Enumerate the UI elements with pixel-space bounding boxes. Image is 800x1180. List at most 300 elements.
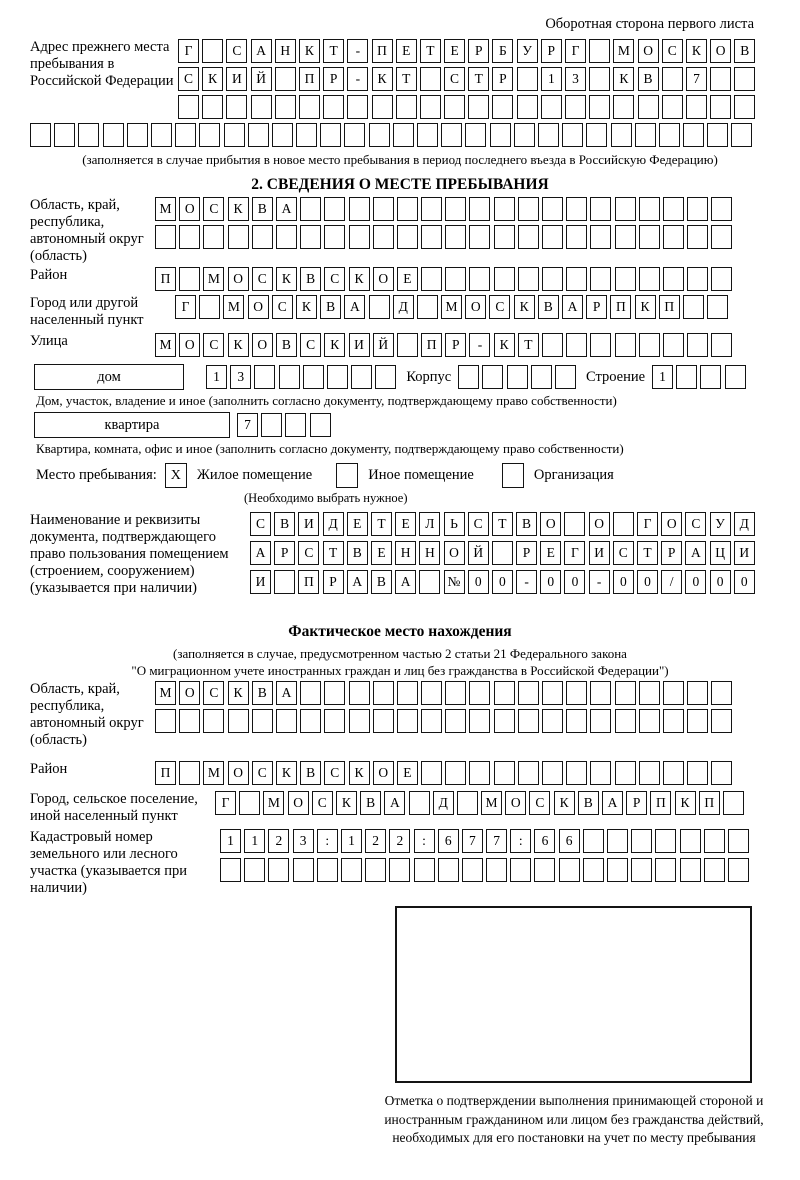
char-cell[interactable]: 0 [613,570,634,594]
char-cell[interactable] [303,365,324,389]
char-cell[interactable]: С [252,761,273,785]
char-cell[interactable] [590,709,611,733]
char-cell[interactable] [711,333,732,357]
char-cell[interactable] [468,95,489,119]
char-cell[interactable] [542,761,563,785]
char-cell[interactable] [723,791,744,815]
char-cell[interactable] [734,95,755,119]
char-cell[interactable] [228,225,249,249]
char-cell[interactable]: А [562,295,583,319]
char-cell[interactable]: 1 [244,829,265,853]
char-cell[interactable] [228,709,249,733]
char-cell[interactable]: 7 [486,829,507,853]
char-cell[interactable] [707,123,728,147]
char-cell[interactable]: К [514,295,535,319]
char-cell[interactable] [373,225,394,249]
char-cell[interactable] [662,95,683,119]
char-cell[interactable]: 7 [237,413,258,437]
char-cell[interactable]: Д [734,512,755,536]
char-cell[interactable] [710,95,731,119]
char-cell[interactable] [542,225,563,249]
char-cell[interactable]: С [468,512,489,536]
char-cell[interactable] [517,95,538,119]
char-cell[interactable]: О [179,681,200,705]
char-cell[interactable]: О [661,512,682,536]
char-cell[interactable] [324,681,345,705]
char-cell[interactable]: - [589,570,610,594]
char-cell[interactable]: А [685,541,706,565]
char-cell[interactable] [397,333,418,357]
char-cell[interactable]: К [276,761,297,785]
char-cell[interactable]: Р [323,570,344,594]
char-cell[interactable] [469,225,490,249]
char-cell[interactable] [639,681,660,705]
char-cell[interactable] [226,95,247,119]
char-cell[interactable]: У [710,512,731,536]
char-cell[interactable] [155,709,176,733]
char-cell[interactable]: 0 [710,570,731,594]
char-cell[interactable]: К [299,39,320,63]
char-cell[interactable] [611,123,632,147]
char-cell[interactable] [419,570,440,594]
char-cell[interactable]: С [252,267,273,291]
char-cell[interactable]: О [589,512,610,536]
char-cell[interactable]: 0 [734,570,755,594]
char-cell[interactable] [30,123,51,147]
char-cell[interactable] [324,197,345,221]
char-cell[interactable]: П [155,267,176,291]
char-cell[interactable]: К [336,791,357,815]
char-cell[interactable] [542,267,563,291]
char-cell[interactable]: О [228,761,249,785]
char-cell[interactable] [562,123,583,147]
char-cell[interactable]: Р [541,39,562,63]
char-cell[interactable] [589,95,610,119]
char-cell[interactable] [542,709,563,733]
char-cell[interactable]: О [373,761,394,785]
char-cell[interactable]: А [347,570,368,594]
checkbox-residential[interactable]: X [165,463,187,488]
char-cell[interactable]: В [276,333,297,357]
char-cell[interactable] [615,681,636,705]
char-cell[interactable]: 6 [559,829,580,853]
char-cell[interactable]: Т [518,333,539,357]
char-cell[interactable] [704,858,725,882]
char-cell[interactable] [631,829,652,853]
char-cell[interactable]: Г [637,512,658,536]
char-cell[interactable]: В [538,295,559,319]
char-cell[interactable]: К [349,761,370,785]
char-cell[interactable] [445,267,466,291]
char-cell[interactable] [445,197,466,221]
char-cell[interactable]: И [298,512,319,536]
char-cell[interactable] [613,512,634,536]
char-cell[interactable]: Й [251,67,272,91]
char-cell[interactable] [559,858,580,882]
char-cell[interactable] [179,267,200,291]
char-cell[interactable] [615,333,636,357]
char-cell[interactable] [542,333,563,357]
char-cell[interactable]: Й [373,333,394,357]
char-cell[interactable]: № [444,570,465,594]
char-cell[interactable] [444,95,465,119]
char-cell[interactable]: С [298,541,319,565]
char-cell[interactable]: С [178,67,199,91]
char-cell[interactable] [369,123,390,147]
char-cell[interactable] [349,709,370,733]
char-cell[interactable] [457,791,478,815]
char-cell[interactable] [375,365,396,389]
char-cell[interactable]: 2 [268,829,289,853]
char-cell[interactable]: С [324,761,345,785]
char-cell[interactable]: 3 [230,365,251,389]
char-cell[interactable] [590,333,611,357]
char-cell[interactable] [663,761,684,785]
char-cell[interactable]: Г [178,39,199,63]
char-cell[interactable] [662,67,683,91]
char-cell[interactable] [566,681,587,705]
char-cell[interactable] [445,761,466,785]
char-cell[interactable]: - [469,333,490,357]
char-cell[interactable]: С [324,267,345,291]
char-cell[interactable] [224,123,245,147]
char-cell[interactable]: Т [492,512,513,536]
char-cell[interactable]: М [203,761,224,785]
char-cell[interactable] [155,225,176,249]
char-cell[interactable] [486,858,507,882]
char-cell[interactable]: Р [661,541,682,565]
char-cell[interactable] [731,123,752,147]
char-cell[interactable]: 3 [565,67,586,91]
char-cell[interactable]: П [650,791,671,815]
char-cell[interactable] [518,761,539,785]
checkbox-organization[interactable] [502,463,524,488]
char-cell[interactable] [417,295,438,319]
char-cell[interactable] [590,761,611,785]
char-cell[interactable]: 3 [293,829,314,853]
char-cell[interactable] [127,123,148,147]
char-cell[interactable] [542,681,563,705]
char-cell[interactable] [285,413,306,437]
char-cell[interactable]: Т [371,512,392,536]
char-cell[interactable] [202,39,223,63]
char-cell[interactable] [676,365,697,389]
char-cell[interactable]: Л [419,512,440,536]
char-cell[interactable] [420,95,441,119]
char-cell[interactable]: У [517,39,538,63]
char-cell[interactable] [555,365,576,389]
char-cell[interactable]: О [638,39,659,63]
char-cell[interactable] [615,709,636,733]
char-cell[interactable]: - [347,39,368,63]
char-cell[interactable]: Т [396,67,417,91]
char-cell[interactable] [324,709,345,733]
char-cell[interactable]: : [414,829,435,853]
char-cell[interactable]: Е [371,541,392,565]
char-cell[interactable]: А [250,541,271,565]
char-cell[interactable]: 1 [652,365,673,389]
char-cell[interactable] [687,681,708,705]
char-cell[interactable] [494,267,515,291]
char-cell[interactable] [607,829,628,853]
char-cell[interactable] [274,570,295,594]
char-cell[interactable]: О [540,512,561,536]
char-cell[interactable] [711,709,732,733]
char-cell[interactable] [711,225,732,249]
char-cell[interactable]: М [155,197,176,221]
char-cell[interactable] [254,365,275,389]
char-cell[interactable] [725,365,746,389]
char-cell[interactable] [639,197,660,221]
char-cell[interactable] [397,681,418,705]
char-cell[interactable]: П [372,39,393,63]
char-cell[interactable] [583,858,604,882]
char-cell[interactable] [469,681,490,705]
char-cell[interactable]: Е [396,39,417,63]
char-cell[interactable] [589,39,610,63]
char-cell[interactable] [261,413,282,437]
char-cell[interactable] [389,858,410,882]
char-cell[interactable]: С [685,512,706,536]
char-cell[interactable] [344,123,365,147]
char-cell[interactable] [300,709,321,733]
char-cell[interactable]: Д [393,295,414,319]
char-cell[interactable]: Е [444,39,465,63]
char-cell[interactable] [469,197,490,221]
char-cell[interactable] [680,829,701,853]
char-cell[interactable] [248,123,269,147]
char-cell[interactable] [734,67,755,91]
char-cell[interactable]: 7 [462,829,483,853]
char-cell[interactable] [372,95,393,119]
char-cell[interactable] [469,709,490,733]
char-cell[interactable]: А [276,681,297,705]
char-cell[interactable] [441,123,462,147]
char-cell[interactable] [687,709,708,733]
char-cell[interactable] [421,681,442,705]
char-cell[interactable] [275,67,296,91]
char-cell[interactable] [687,333,708,357]
char-cell[interactable]: К [686,39,707,63]
char-cell[interactable] [683,123,704,147]
char-cell[interactable] [607,858,628,882]
char-cell[interactable]: Т [637,541,658,565]
char-cell[interactable] [686,95,707,119]
char-cell[interactable] [615,761,636,785]
char-cell[interactable]: О [373,267,394,291]
char-cell[interactable]: Е [347,512,368,536]
char-cell[interactable] [518,709,539,733]
char-cell[interactable] [438,858,459,882]
char-cell[interactable]: И [589,541,610,565]
char-cell[interactable] [566,197,587,221]
char-cell[interactable]: 0 [540,570,561,594]
char-cell[interactable] [469,267,490,291]
char-cell[interactable] [687,761,708,785]
char-cell[interactable]: И [250,570,271,594]
char-cell[interactable] [655,829,676,853]
char-cell[interactable] [276,225,297,249]
char-cell[interactable]: Р [516,541,537,565]
char-cell[interactable] [542,197,563,221]
char-cell[interactable] [680,858,701,882]
char-cell[interactable] [203,709,224,733]
char-cell[interactable] [534,858,555,882]
char-cell[interactable]: М [441,295,462,319]
char-cell[interactable] [590,225,611,249]
char-cell[interactable]: К [228,197,249,221]
char-cell[interactable]: П [298,570,319,594]
char-cell[interactable]: В [360,791,381,815]
char-cell[interactable] [494,709,515,733]
char-cell[interactable] [494,225,515,249]
char-cell[interactable] [393,123,414,147]
char-cell[interactable] [728,858,749,882]
char-cell[interactable] [518,681,539,705]
char-cell[interactable] [323,95,344,119]
char-cell[interactable]: Т [323,541,344,565]
char-cell[interactable]: 0 [685,570,706,594]
char-cell[interactable]: Г [565,39,586,63]
char-cell[interactable]: Р [323,67,344,91]
char-cell[interactable] [373,681,394,705]
char-cell[interactable] [566,333,587,357]
char-cell[interactable]: Е [397,761,418,785]
char-cell[interactable]: И [734,541,755,565]
char-cell[interactable]: А [384,791,405,815]
char-cell[interactable]: П [299,67,320,91]
char-cell[interactable] [327,365,348,389]
char-cell[interactable] [373,709,394,733]
char-cell[interactable] [175,123,196,147]
char-cell[interactable] [397,709,418,733]
char-cell[interactable] [615,267,636,291]
char-cell[interactable]: В [578,791,599,815]
char-cell[interactable]: А [251,39,272,63]
char-cell[interactable] [276,709,297,733]
char-cell[interactable]: С [300,333,321,357]
char-cell[interactable]: Д [323,512,344,536]
char-cell[interactable]: Р [586,295,607,319]
char-cell[interactable]: В [371,570,392,594]
char-cell[interactable]: П [659,295,680,319]
char-cell[interactable] [583,829,604,853]
char-cell[interactable]: О [444,541,465,565]
char-cell[interactable] [373,197,394,221]
char-cell[interactable] [700,365,721,389]
char-cell[interactable] [663,333,684,357]
char-cell[interactable]: В [252,681,273,705]
char-cell[interactable]: 2 [365,829,386,853]
char-cell[interactable] [349,681,370,705]
char-cell[interactable] [639,267,660,291]
char-cell[interactable]: П [421,333,442,357]
char-cell[interactable]: 6 [438,829,459,853]
char-cell[interactable] [507,365,528,389]
char-cell[interactable]: А [395,570,416,594]
char-cell[interactable]: К [349,267,370,291]
char-cell[interactable] [179,761,200,785]
char-cell[interactable]: : [510,829,531,853]
char-cell[interactable] [199,295,220,319]
char-cell[interactable]: К [675,791,696,815]
char-cell[interactable] [566,225,587,249]
char-cell[interactable] [482,365,503,389]
char-cell[interactable]: М [613,39,634,63]
char-cell[interactable]: К [324,333,345,357]
char-cell[interactable] [341,858,362,882]
char-cell[interactable]: С [203,197,224,221]
char-cell[interactable] [566,267,587,291]
char-cell[interactable] [365,858,386,882]
char-cell[interactable]: В [516,512,537,536]
char-cell[interactable] [421,709,442,733]
char-cell[interactable]: О [228,267,249,291]
char-cell[interactable]: С [662,39,683,63]
char-cell[interactable] [252,709,273,733]
char-cell[interactable]: С [489,295,510,319]
char-cell[interactable]: В [274,512,295,536]
char-cell[interactable]: 7 [686,67,707,91]
char-cell[interactable]: О [505,791,526,815]
char-cell[interactable] [564,512,585,536]
char-cell[interactable] [639,225,660,249]
char-cell[interactable]: О [288,791,309,815]
char-cell[interactable]: Т [323,39,344,63]
char-cell[interactable]: 0 [564,570,585,594]
char-cell[interactable] [103,123,124,147]
char-cell[interactable]: П [610,295,631,319]
char-cell[interactable] [244,858,265,882]
char-cell[interactable] [78,123,99,147]
char-cell[interactable]: К [554,791,575,815]
char-cell[interactable] [494,761,515,785]
char-cell[interactable]: С [613,541,634,565]
char-cell[interactable] [397,225,418,249]
char-cell[interactable] [639,761,660,785]
char-cell[interactable] [566,709,587,733]
char-cell[interactable] [683,295,704,319]
char-cell[interactable] [494,681,515,705]
char-cell[interactable]: П [699,791,720,815]
char-cell[interactable] [663,709,684,733]
char-cell[interactable]: Н [419,541,440,565]
char-cell[interactable] [631,858,652,882]
char-cell[interactable] [369,295,390,319]
char-cell[interactable]: А [344,295,365,319]
char-cell[interactable]: С [203,333,224,357]
char-cell[interactable]: Г [215,791,236,815]
char-cell[interactable]: : [317,829,338,853]
char-cell[interactable] [220,858,241,882]
char-cell[interactable]: Н [275,39,296,63]
char-cell[interactable] [538,123,559,147]
char-cell[interactable]: Е [395,512,416,536]
char-cell[interactable] [421,225,442,249]
char-cell[interactable] [445,681,466,705]
char-cell[interactable]: К [613,67,634,91]
char-cell[interactable]: А [276,197,297,221]
char-cell[interactable] [518,197,539,221]
char-cell[interactable]: Р [445,333,466,357]
char-cell[interactable] [531,365,552,389]
char-cell[interactable]: О [710,39,731,63]
char-cell[interactable]: Е [540,541,561,565]
char-cell[interactable] [514,123,535,147]
char-cell[interactable]: Т [420,39,441,63]
char-cell[interactable] [349,197,370,221]
char-cell[interactable]: 1 [341,829,362,853]
